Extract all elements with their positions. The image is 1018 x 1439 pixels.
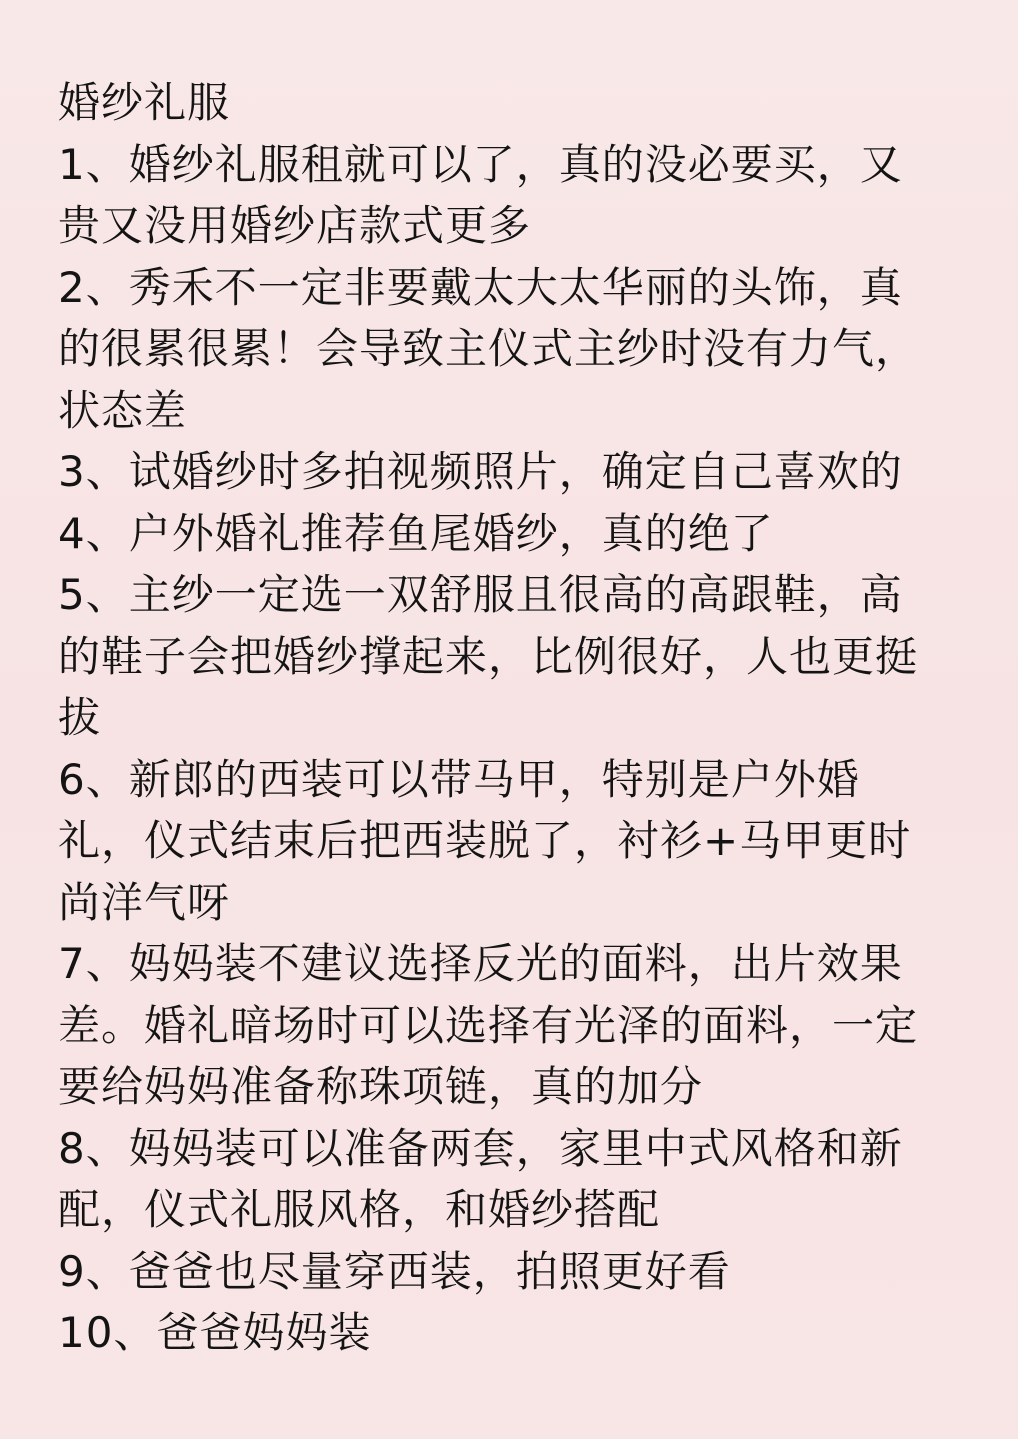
text-line: 配，仪式礼服风格，和婚纱搭配: [58, 1185, 661, 1234]
text-line: 贵又没用婚纱店款式更多: [58, 201, 532, 250]
text-line: 1、婚纱礼服租就可以了，真的没必要买，又: [58, 139, 903, 189]
text-line: 3、试婚纱时多拍视频照片，确定自己喜欢的: [58, 447, 903, 496]
text-line: 10、爸爸妈妈装: [58, 1308, 372, 1357]
text-line: 6、新郎的西装可以带马甲，特别是户外婚: [58, 754, 860, 804]
text-line: 9、爸爸也尽量穿西装，拍照更好看: [58, 1246, 731, 1296]
document-title: 婚纱礼服: [58, 78, 231, 127]
text-line: 差。婚礼暗场时可以选择有光泽的面料，一定: [58, 1000, 919, 1050]
text-line: 4、户外婚礼推荐鱼尾婚纱，真的绝了: [58, 508, 774, 558]
text-line: 要给妈妈准备称珠项链，真的加分: [58, 1062, 704, 1111]
text-line: 的鞋子会把婚纱撑起来，比例很好，人也更挺: [58, 631, 919, 681]
text-line: 拔: [58, 693, 102, 742]
text-line: 7、妈妈装不建议选择反光的面料，出片效果: [58, 939, 903, 988]
text-line: 礼，仪式结束后把西装脱了，衬衫+马甲更时: [58, 816, 912, 865]
text-line: 2、秀禾不一定非要戴太大太华丽的头饰，真: [58, 262, 903, 312]
text-line: 状态差: [58, 385, 188, 435]
document-text: [58, 72, 963, 1364]
text-line: 尚洋气呀: [58, 877, 231, 927]
text-line: 8、妈妈装可以准备两套，家里中式风格和新: [58, 1123, 903, 1173]
text-line: 的很累很累！会导致主仪式主纱时没有力气，: [58, 324, 919, 373]
text-line: 5、主纱一定选一双舒服且很高的高跟鞋，高: [58, 570, 903, 619]
